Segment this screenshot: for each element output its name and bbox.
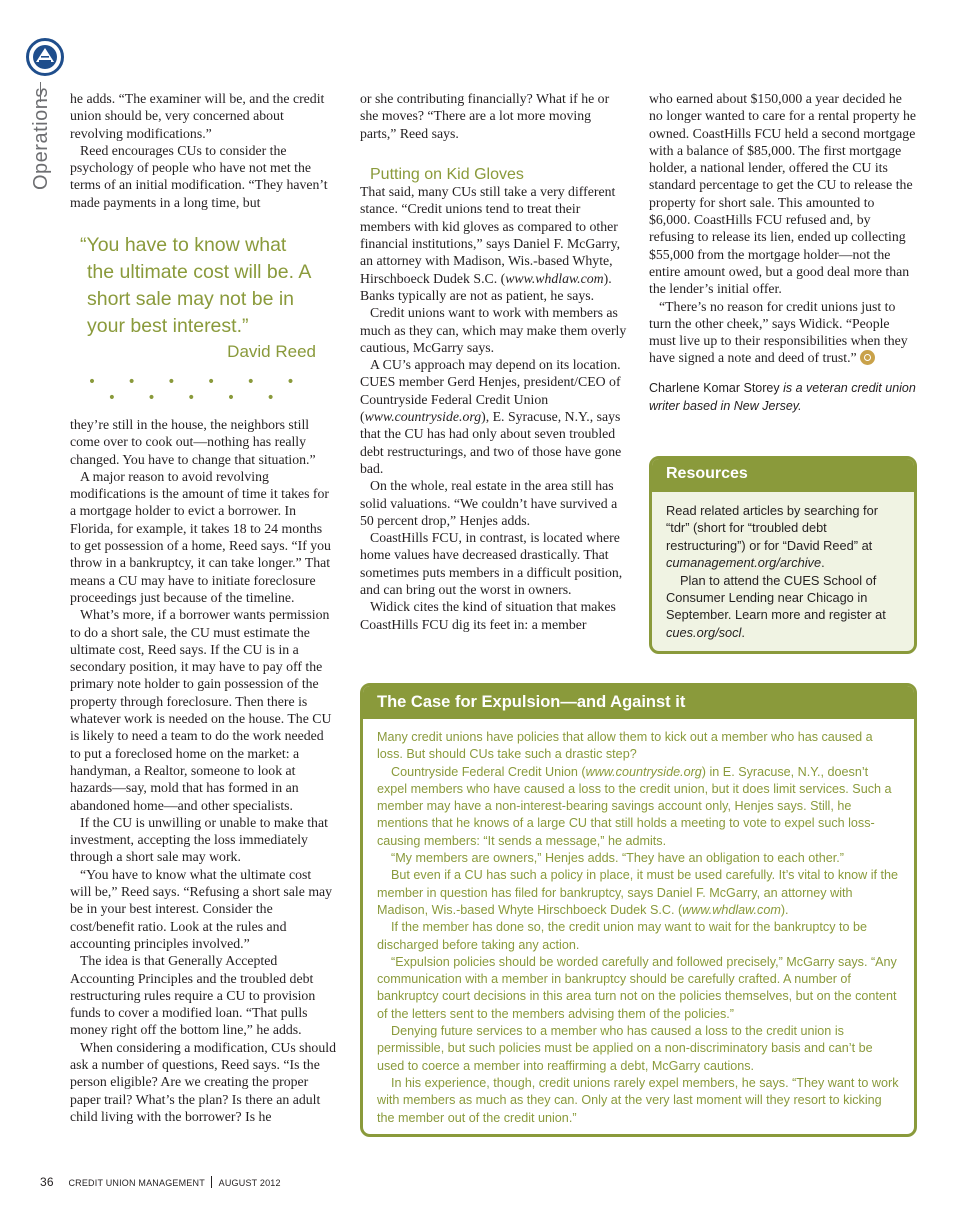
paragraph: who earned about $150,000 a year decided he no longer wanted to care for a rental property he owned. CoastHills FCU held a second mortgage with a balance of $85,000. The first mortgage holder, a national lender, offered the CU its standard percentage to get the CU to release the property for short sale. This amounted to $6,000. CoastHills FCU refused and, by refusing to release its lien, ended up collecting $55,000 from the mortgage holder—not the entire amount owed, but a good deal more than the lender’s initial offer. [649, 91, 917, 297]
paragraph: he adds. “The examiner will be, and the credit union should be, very concerned about revolving modifications.” [70, 91, 325, 141]
end-of-article-icon [860, 350, 875, 365]
column-1-top [70, 90, 336, 211]
subhead: Putting on Kid Gloves [370, 165, 524, 183]
paragraph: Widick cites the kind of situation that makes CoastHills FCU dig its feet in: a member [360, 599, 616, 632]
link-cues-socl[interactable]: cues.org/socl [666, 624, 742, 640]
expulsion-paragraph: Many credit unions have policies that allow them to kick out a member who has caused a loss. But should CUs take such a drastic step? [377, 730, 873, 762]
expulsion-paragraph: “My members are owners,” Henjes adds. “They have an obligation to each other.” [391, 851, 844, 866]
paragraph: When considering a modification, CUs should ask a number of questions, Reed says. “Is the person eligible? Are we creating the proper paper trail? What’s the plan? Is there an adult child living with the borrower? Is he [70, 1039, 336, 1124]
expulsion-paragraph: Denying future services to a member who has caused a loss to the credit union is permissible, but such policies must be applied on a non-discriminatory basis and can’t be used to coerce a member into reaffirming a debt, McGarry cautions. [377, 1024, 873, 1073]
link-countryside: www.countryside.org [364, 409, 482, 425]
paragraph: “You have to know what the ultimate cost will be,” Reed says. “Refusing a short sale may be in your best interest. Consider the cost/benefit ratio. Look at the rules and accounting principles involved.” [70, 866, 333, 951]
paragraph: “There’s no reason for credit unions just to turn the other cheek,” says Widick. “People must live up to their responsibilities when they have signed a note and deed of trust.” [649, 298, 908, 366]
footer-divider [211, 1176, 212, 1188]
publication-name: CREDIT UNION MANAGEMENT [68, 1178, 205, 1188]
link-whdlaw: www.whdlaw.com [505, 270, 604, 286]
pull-quote-text: “You have to know what the ultimate cost will be. A short sale may not be in your best interest.” [80, 234, 311, 337]
paragraph: If the CU is unwilling or unable to make that investment, accepting the loss immediately through a short sale may work. [70, 814, 328, 865]
paragraph: On the whole, real estate in the area still has solid valuations. “We couldn’t have survived a 50 percent drop,” Henjes adds. [360, 478, 618, 528]
paragraph: they’re still in the house, the neighbors still come over to cook out—nothing has really changed. You have to change that situation.” [70, 417, 316, 467]
issue-date: AUGUST 2012 [218, 1178, 281, 1188]
paragraph: A CU’s approach may depend on its location. CUES member Gerd Henjes, president/CEO of Countryside Federal Credit Union (www.countryside.org), E. Syracuse, N.Y., says that the CU has had only about seven troubled debt restructurings, and two of those have gone bad. [360, 357, 622, 476]
resources-box [649, 456, 917, 654]
link-whdlaw: www.whdlaw.com [682, 902, 781, 917]
paragraph: CoastHills FCU, in contrast, is located where home values have decreased drastically. That sometimes puts members in a difficult position, and can bring out the worst in owners. [360, 530, 623, 598]
expulsion-title: The Case for Expulsion—and Against it [363, 686, 914, 719]
resources-paragraph: Plan to attend the CUES School of Consumer Lending near Chicago in September. Learn more and register at cues.org/socl. [666, 572, 886, 640]
expulsion-paragraph: But even if a CU has such a policy in place, it must be used carefully. It’s vital to know if the member in question has filed for bankruptcy, says Daniel F. McGarry, an attorney with Madison, Wis.-based Whyte Hirschboeck Dudek S.C. (www.whdlaw.com). [377, 868, 899, 917]
link-cumanagement-archive[interactable]: cumanagement.org/archive [666, 555, 822, 571]
author-name: Charlene Komar Storey [649, 380, 780, 395]
paragraph: What’s more, if a borrower wants permission to do a short sale, the CU must estimate the ultimate cost, Reed says. If the CU is in a secondary position, it may have to pay off the primary note holder to gain possession of the property through foreclosure. Then there is whatever work is needed on the house. The CU is likely to need a team to do the work needed to put a foreclosed home on the market: a handyman, a Realtor, someone to look at hazards—say, mold that has formed in an abandoned home—and other specialists. [70, 607, 332, 813]
resources-paragraph: Read related articles by searching for “tdr” (short for “troubled debt restructuring”) or for “David Reed” at cumanagement.org/archive. [666, 503, 878, 571]
paragraph: Credit unions want to work with members as much as they can, which may make them overly cautious, McGarry says. [360, 305, 627, 355]
author-bio: Charlene Komar Storey is a veteran credit union writer based in New Jersey. [649, 380, 916, 413]
expulsion-paragraph: “Expulsion policies should be worded carefully and followed precisely,” McGarry says. “Any communication with a member in bankruptcy should be carefully crafted. A number of bankruptcy court decisions in this area turn not on the policies themselves, but on the content of the letters sent to the members advising them of the policies.” [377, 954, 897, 1021]
page-footer [40, 1175, 281, 1189]
section-label: Operations [30, 87, 52, 190]
expulsion-paragraph: If the member has done so, the credit union may want to wait for the bankruptcy to be discharged before taking any action. [377, 920, 868, 952]
page-number: 36 [40, 1175, 54, 1189]
paragraph: A major reason to avoid revolving modifications is the amount of time it takes for a mortgage holder to evict a borrower. In Florida, for example, it takes 18 to 24 months to get possession of a home, Reed says. “If you throw in a bankruptcy, it can take longer.” That means a CU may have to initiate foreclosure proceedings just because of the timeline. [70, 468, 331, 605]
paragraph: The idea is that Generally Accepted Accounting Principles and the troubled debt restructuring rules require a CU to provision funds to cover a modified loan. “That pulls money right off the bottom line,” he adds. [70, 953, 316, 1038]
paragraph: or she contributing financially? What if he or she moves? “There are a lot more moving parts,” Reed says. [360, 91, 610, 141]
resources-title: Resources [652, 459, 914, 492]
paragraph: Reed encourages CUs to consider the psychology of people who have not met the terms of an initial modification. “They haven’t made payments in a long time, but [70, 142, 328, 210]
pull-quote-attribution: David Reed [227, 342, 316, 361]
column-3 [649, 90, 917, 415]
dotted-rule: • • • • • • • • • • • [87, 374, 309, 406]
column-2 [360, 90, 628, 633]
paragraph: That said, many CUs still take a very different stance. “Credit unions tend to treat their members with kid gloves as compared to other financial institutions,” says Daniel F. McGarry, an attorney with Madison, Wis.-based Whyte, Hirschboeck Dudek S.C. (www.whdlaw.com). Banks typically are not as patient, he says. [360, 184, 621, 303]
pull-quote [80, 232, 316, 406]
expulsion-paragraph: In his experience, though, credit unions rarely expel members, he says. “They want to work with members as much as they can. Only at the very last moment will they resort to kicking the member out of the credit union.” [377, 1075, 899, 1125]
expulsion-paragraph: Countryside Federal Credit Union (www.countryside.org) in E. Syracuse, N.Y., doesn’t expel members who have caused a loss to the credit union, but it does limit services. Such a member may have a non-interest-bearing savings account only, Henjes says. Still, he mentions that he knows of a large CU that still holds a meeting to vote to expel such loss-causing members: “It sends a message,” he admits. [377, 764, 892, 848]
link-countryside: www.countryside.org [585, 764, 702, 779]
expulsion-box [360, 683, 917, 1137]
column-1-bottom [70, 416, 336, 1125]
